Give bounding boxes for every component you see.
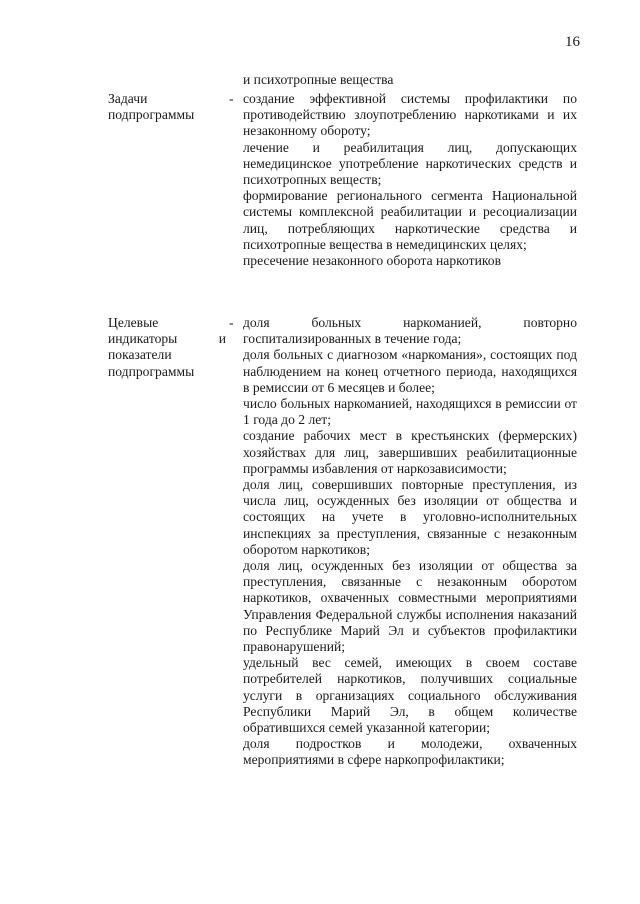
list-item: создание рабочих мест в крестьянских (фермерских) хозяйствах для лиц, завершивших реабилитационные программы избавления от наркозависимости; [243, 428, 577, 476]
list-item: число больных наркоманией, находящихся в ремиссии от 1 года до 2 лет; [243, 396, 577, 428]
label-dash: - [229, 315, 234, 330]
list-item: удельный вес семей, имеющих в своем составе потребителей наркотиков, получивших социальные услуги в организациях социального обслуживания Республики Марий Эл, в общем количестве обратившихся семей указанной категории; [243, 655, 577, 736]
list-item: доля подростков и молодежи, охваченных мероприятиями в сфере наркопрофилактики; [243, 736, 577, 768]
section-label [108, 91, 243, 269]
list-item: доля больных с диагнозом «наркомания», состоящих под наблюдением на конец отчетного периода, находящихся в ремиссии от 6 месяцев и более; [243, 347, 577, 395]
label-line: Задачи [108, 91, 148, 106]
list-item: доля лиц, совершивших повторные преступления, из числа лиц, осужденных без изоляции от общества и состоящих на учете в уголовно-исполнительных инспекциях за преступления, связанные с незаконным оборотом наркотиков; [243, 477, 577, 557]
label-line: подпрограммы [108, 363, 195, 379]
section-indicators [108, 315, 578, 769]
label-line: Целевые [108, 315, 159, 330]
list-item: доля больных наркоманией, повторно госпитализированных в течение года; [243, 315, 577, 347]
continuation-line: и психотропные вещества [243, 72, 394, 87]
list-item: создание эффективной системы профилактики по противодействию злоупотреблению наркотиками и их незаконному обороту; [243, 91, 577, 139]
section-items [243, 315, 577, 769]
list-item: доля лиц, осужденных без изоляции от общества за преступления, связанные с незаконным оборотом наркотиков, охваченных совместными мероприятиями Управления Федеральной службы исполнения наказаний по Республике Марий Эл и субъектов профилактики правонарушений; [243, 558, 577, 655]
list-item: пресечение незаконного оборота наркотиков [243, 253, 502, 269]
list-item: лечение и реабилитация лиц, допускающих немедицинское употребление наркотических средств и психотропных веществ; [243, 139, 577, 188]
list-item: формирование регионального сегмента Национальной системы комплексной реабилитации и ресоциализации лиц, потребляющих наркотические средства и психотропные вещества в немедицинских целях; [243, 188, 577, 252]
label-line: индикаторы и [108, 331, 226, 347]
label-line: показатели [108, 347, 172, 363]
page-number: 16 [565, 34, 580, 50]
label-dash: - [229, 91, 234, 106]
section-items [243, 91, 577, 269]
section-tasks [108, 91, 578, 269]
label-line: подпрограммы [108, 107, 195, 123]
section-label [108, 315, 243, 769]
